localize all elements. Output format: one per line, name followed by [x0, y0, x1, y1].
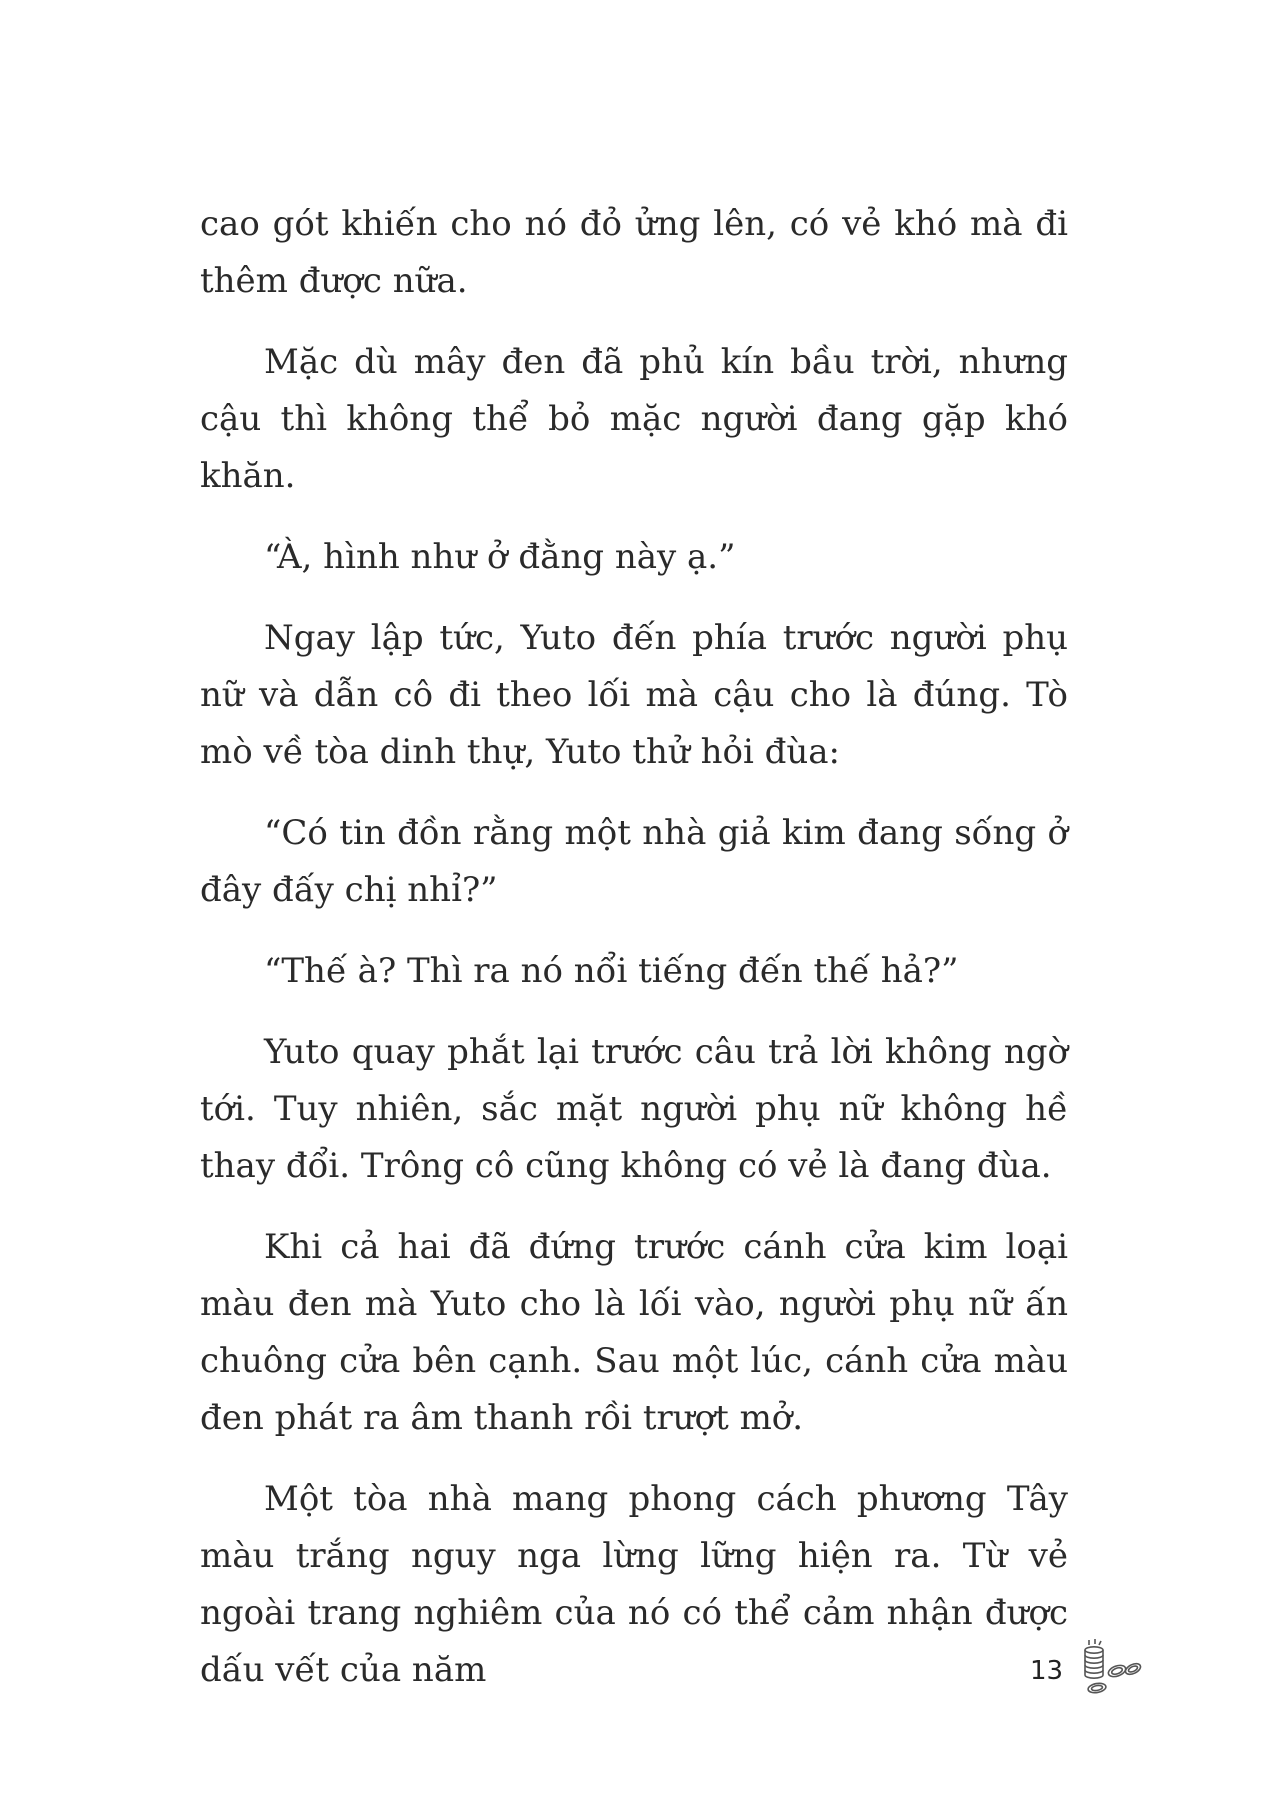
paragraph-9: Một tòa nhà mang phong cách phương Tây màu trắng nguy nga lừng lững hiện ra. Từ vẻ ngoài trang nghiêm của nó có thể cảm nhận được dấu vết của năm	[200, 1479, 1068, 1690]
page-footer	[1030, 1636, 1145, 1706]
paragraph-7: Yuto quay phắt lại trước câu trả lời không ngờ tới. Tuy nhiên, sắc mặt người phụ nữ không hề thay đổi. Trông cô cũng không có vẻ là đang đùa.	[200, 1032, 1068, 1186]
paragraph-4: Ngay lập tức, Yuto đến phía trước người phụ nữ và dẫn cô đi theo lối mà cậu cho là đúng. Tò mò về tòa dinh thự, Yuto thử hỏi đùa:	[200, 618, 1068, 772]
paragraph-2: Mặc dù mây đen đã phủ kín bầu trời, nhưng cậu thì không thể bỏ mặc người đang gặp khó khăn.	[200, 342, 1068, 496]
paragraph-8: Khi cả hai đã đứng trước cánh cửa kim loại màu đen mà Yuto cho là lối vào, người phụ nữ ấn chuông cửa bên cạnh. Sau một lúc, cánh cửa màu đen phát ra âm thanh rồi trượt mở.	[200, 1227, 1068, 1438]
paragraph-5: “Có tin đồn rằng một nhà giả kim đang sống ở đây đấy chị nhỉ?”	[200, 813, 1068, 910]
paragraph-1: cao gót khiến cho nó đỏ ửng lên, có vẻ khó mà đi thêm được nữa.	[200, 204, 1068, 301]
page-number: 13	[1030, 1656, 1064, 1686]
paragraph-3: “À, hình như ở đằng này ạ.”	[264, 537, 736, 577]
paragraph-6: “Thế à? Thì ra nó nổi tiếng đến thế hả?”	[264, 951, 959, 991]
page-body	[200, 196, 1068, 1723]
coins-icon	[1075, 1636, 1145, 1706]
